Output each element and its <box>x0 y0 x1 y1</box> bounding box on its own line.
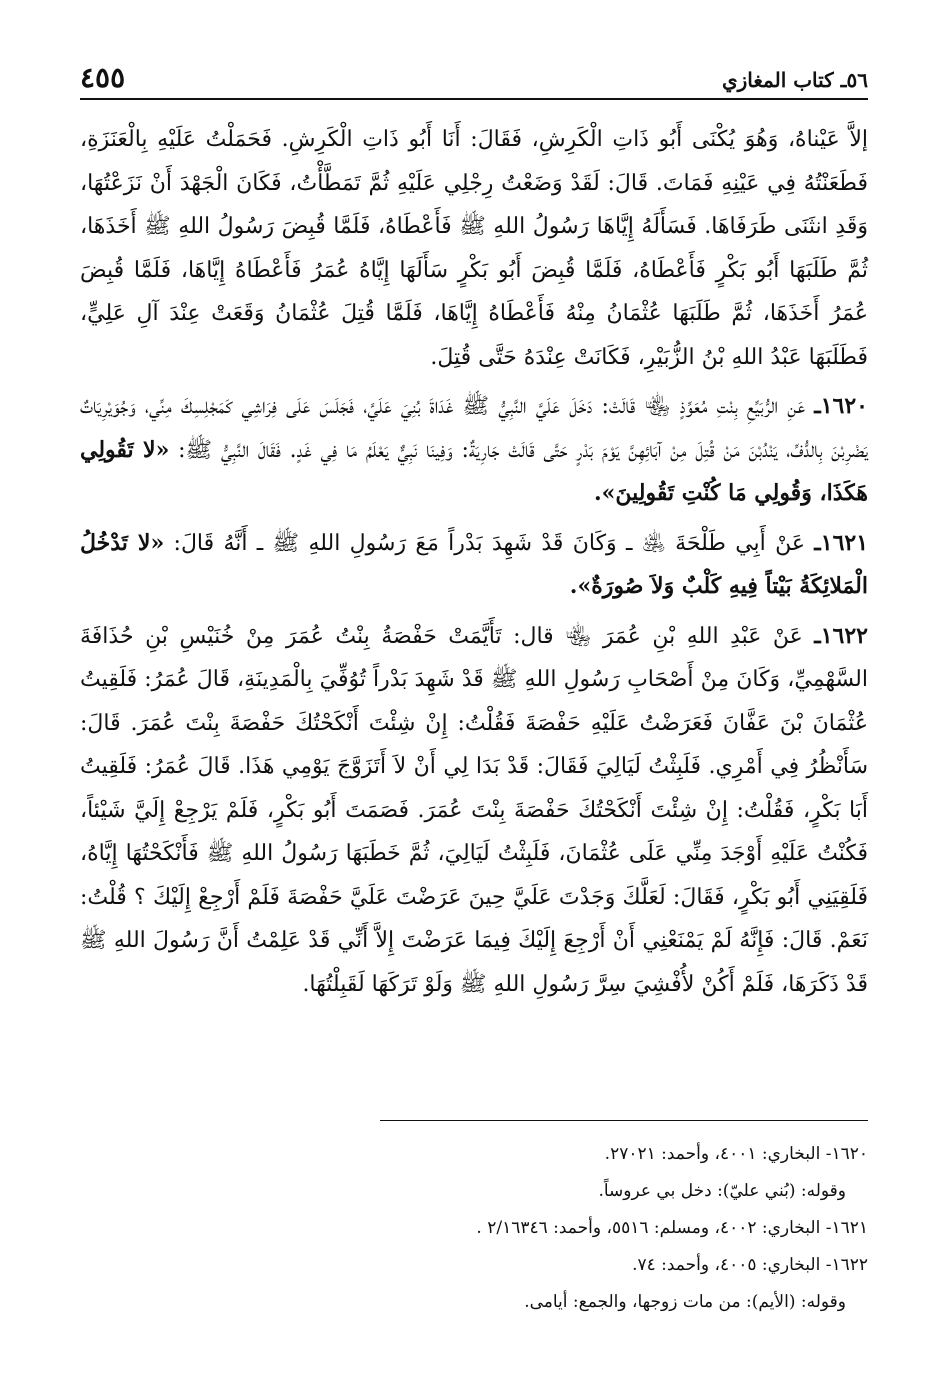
page-number: ٤٥٥ <box>80 61 126 94</box>
footnote-1620: ١٦٢٠- البخاري: ٤٠٠١، وأحمد: ٢٧٠٢١. <box>604 1144 868 1164</box>
footnote-1621: ١٦٢١- البخاري: ٤٠٠٢، ومسلم: ٥٥١٦، وأحمد: ٢/١٦٣٤٦ . <box>476 1218 868 1238</box>
hadith-quote: «لا تَقُولِي هَكَذَا، وَقُولِي مَا كُنْتِ تَقُولِينَ». <box>80 436 868 506</box>
paragraph-continued: إلاَّ عَيْناهُ، وَهُوَ يُكْنَى أَبُو ذَاتِ الْكَرِشِ، فَقَالَ: أَنَا أَبُو ذَاتِ الْكَرِشِ. فَحَمَلْتُ عَلَيْهِ بِالْعَنَزَةِ، فَطَعَنْتُهُ فِي عَيْنِهِ فَمَاتَ. قَالَ: لَقَدْ وَضَعْتُ رِجْلِي عَلَيْهِ ثُمَّ تَمَطَّأْتُ، فَكَانَ الْجَهْدَ أَنْ نَزَعْتُهَا، وَقَدِ انثَنَى طَرَفَاهَا. فَسَأَلَهُ إِيَّاهَا رَسُولُ اللهِ ﷺ فَأَعْطَاهُ، فَلَمَّا قُبِضَ رَسُولُ اللهِ ﷺ أَخَذَهَا، ثُمَّ طَلَبَهَا أَبُو بَكْرٍ فَأَعْطَاهُ، فَلَمَّا قُبِضَ أَبُو بَكْرٍ سَأَلَهَا إِيَّاهُ عُمَرُ فَأَعْطَاهُ إِيَّاهَا، فَلَمَّا قُبِضَ عُمَرُ أَخَذَهَا، ثُمَّ طَلَبَهَا عُثْمَانُ مِنْهُ فَأَعْطَاهُ إِيَّاهَا، فَلَمَّا قُتِلَ عُثْمَانُ وَقَعَتْ عِنْدَ آلِ عَلِيٍّ، فَطَلَبَهَا عَبْدُ اللهِ بْنُ الزُّبَيْرِ، فَكَانَتْ عِنْدَهُ حَتَّى قُتِلَ. <box>80 127 868 370</box>
footnote-1620-note: وقوله: (بُني عليّ): دخل بي عروساً. <box>598 1181 846 1201</box>
hadith-1620 <box>80 385 868 516</box>
hadith-number: ١٦٢١ـ <box>814 529 869 556</box>
hadith-number: ١٦٢٢ـ <box>814 622 868 649</box>
hadith-quote: «لا تَدْخُلُ الْمَلائِكَةُ بَيْتاً فِيهِ كَلْبٌ وَلاَ صُورَةٌ». <box>80 529 868 599</box>
running-head: ٥٦ـ كتاب المغازي <box>721 68 868 92</box>
hadith-text: عَنْ عَبْدِ اللهِ بْنِ عُمَرَ ﵄ قال: تَأَيَّمَتْ حَفْصَةُ بِنْتُ عُمَرَ مِنْ خُنَيْسِ بْنِ حُذَافَةَ السَّهْمِيِّ، وَكَانَ مِنْ أَصْحَابِ رَسُولِ اللهِ ﷺ قَدْ شَهِدَ بَدْراً تُوُفِّيَ بِالْمَدِينَةِ، قَالَ عُمَرُ: فَلَقِيتُ عُثْمَانَ بْنَ عَفَّانَ فَعَرَضْتُ عَلَيْهِ حَفْصَةَ فَقُلْتُ: إِنْ شِئْتَ أَنْكَحْتُكَ حَفْصَةَ بِنْتَ عُمَرَ. قَالَ: سَأَنْظُرُ فِي أَمْرِي. فَلَبِثْتُ لَيَالِيَ فَقَالَ: قَدْ بَدَا لِي أَنْ لاَ أَتَزَوَّجَ يَوْمِي هَذَا. قَالَ عُمَرُ: فَلَقِيتُ أَبَا بَكْرٍ، فَقُلْتُ: إِنْ شِئْتَ أَنْكَحْتُكَ حَفْصَةَ بِنْتَ عُمَرَ. فَصَمَتَ أَبُو بَكْرٍ، فَلَمْ يَرْجِعْ إِلَيَّ شَيْئاً، فَكُنْتُ عَلَيْهِ أَوْجَدَ مِنِّي عَلَى عُثْمَانَ، فَلَبِثْتُ لَيَالِيَ، ثُمَّ خَطَبَهَا رَسُولُ اللهِ ﷺ فَأَنْكَحْتُهَا إِيَّاهُ، فَلَقِيَنِي أَبُو بَكْرٍ، فَقَالَ: لَعَلَّكَ وَجَدْتَ عَلَيَّ حِينَ عَرَضْتَ عَلَيَّ حَفْصَةَ فَلَمْ أَرْجِعْ إِلَيْكَ ؟ قُلْتُ: نَعَمْ. قَالَ: فَإِنَّهُ لَمْ يَمْنَعْنِي أَنْ أَرْجِعَ إِلَيْكَ فِيمَا عَرَضْتَ إِلاَّ أَنِّي قَدْ عَلِمْتُ أَنَّ رَسُولَ اللهِ ﷺ قَدْ ذَكَرَهَا، فَلَمْ أَكُنْ لأُفْشِيَ سِرَّ رَسُولِ اللهِ ﷺ وَلَوْ تَرَكَهَا لَقَبِلْتُهَا. <box>80 623 868 997</box>
main-text <box>80 118 868 1006</box>
footnote-separator <box>380 1120 868 1121</box>
hadith-text: عَنِ الرُّبَيِّعِ بِنْتِ مُعَوِّذٍ ﵄ قَالَتْ: دَخَلَ عَلَيَّ النَّبِيُّ ﷺ غَدَاةَ بُنِيَ عَلَيَّ، فَجَلَسَ عَلَى فِرَاشِي كَمَجْلِسِكَ مِنِّي، وَجُوَيْرِيَاتٌ يَضْرِبْنَ بِالدُّفِّ، يَنْدُبْنَ مَنْ قُتِلَ مِنْ آبَائِهِنَّ يَوْمَ بَدْرٍ حَتَّى قَالَتْ جَارِيَةٌ: وَفِينَا نَبِيٌّ يَعْلَمُ مَا فِي غَدٍ. فَقَالَ النَّبِيُّ ﷺ: <box>80 394 868 463</box>
hadith-1622 <box>80 615 868 1007</box>
hadith-1621 <box>80 522 868 609</box>
hadith-number: ١٦٢٠ـ <box>814 393 868 419</box>
footnotes <box>80 1136 868 1321</box>
page-header <box>80 58 868 100</box>
footnote-1622: ١٦٢٢- البخاري: ٤٠٠٥، وأحمد: ٧٤. <box>632 1255 868 1275</box>
footnote-1622-note: وقوله: (الأيم): من مات زوجها، والجمع: أيامى. <box>524 1292 846 1312</box>
hadith-text: عَنْ أَبِي طَلْحَةَ ﵁ ـ وَكَانَ قَدْ شَهِدَ بَدْراً مَعَ رَسُولِ اللهِ ﷺ ـ أَنَّهُ قَالَ: <box>164 530 815 556</box>
